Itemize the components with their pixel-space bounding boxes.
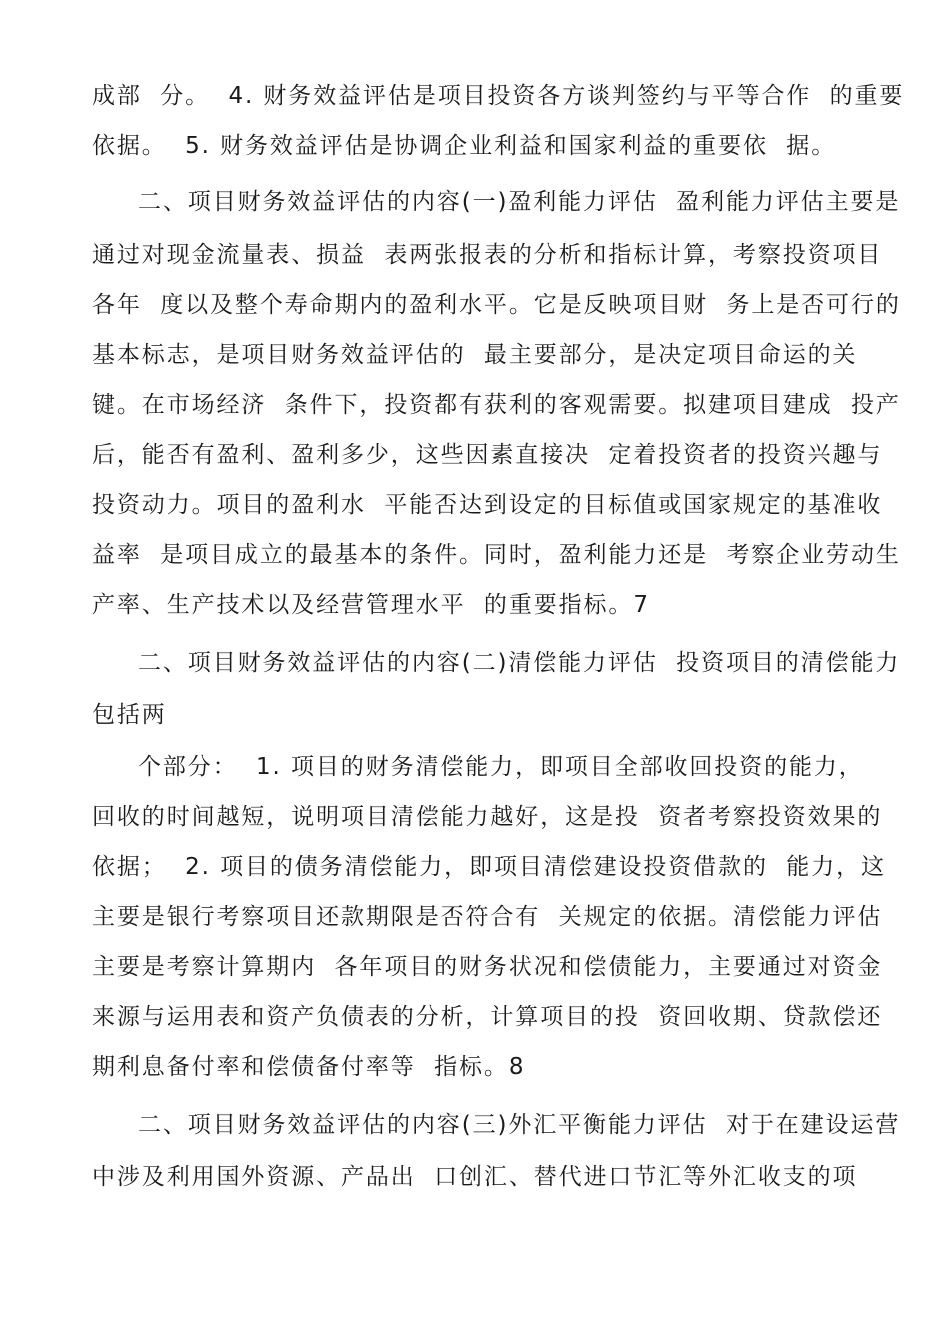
text-line-16: 依据； 2. 项目的债务清偿能力，即项目清偿建设投资借款的 能力，这: [92, 854, 886, 880]
text-line-4: 通过对现金流量表、损益 表两张报表的分析和指标计算，考察投资项目: [92, 242, 883, 268]
text-line-22: 中涉及利用国外资源、产品出 口创汇、替代进口节汇等外汇收支的项: [92, 1164, 858, 1190]
text-line-19: 来源与运用表和资产负债表的分析，计算项目的投 资回收期、贷款偿还: [92, 1004, 883, 1030]
text-line-11: 产率、生产技术以及经营管理水平 的重要指标。7: [92, 592, 650, 618]
text-line-18: 主要是考察计算期内 各年项目的财务状况和偿债能力，主要通过对资金: [92, 954, 883, 980]
text-line-15: 回收的时间越短，说明项目清偿能力越好，这是投 资者考察投资效果的: [92, 804, 883, 830]
text-line-3: 二、项目财务效益评估的内容(一)盈利能力评估 盈利能力评估主要是: [138, 189, 901, 215]
text-line-14: 个部分： 1. 项目的财务清偿能力，即项目全部收回投资的能力，: [138, 754, 864, 780]
text-line-2: 依据。 5. 财务效益评估是协调企业利益和国家利益的重要依 据。: [92, 133, 837, 159]
text-line-17: 主要是银行考察项目还款期限是否符合有 关规定的依据。清偿能力评估: [92, 904, 883, 930]
text-line-20: 期利息备付率和偿债备付率等 指标。8: [92, 1054, 526, 1080]
text-line-5: 各年 度以及整个寿命期内的盈利水平。它是反映项目财 务上是否可行的: [92, 292, 901, 318]
text-line-7: 键。在市场经济 条件下，投资都有获利的客观需要。拟建项目建成 投产: [92, 392, 901, 418]
text-line-10: 益率 是项目成立的最基本的条件。同时，盈利能力还是 考察企业劳动生: [92, 542, 901, 568]
text-line-21: 二、项目财务效益评估的内容(三)外汇平衡能力评估 对于在建设运营: [138, 1112, 901, 1138]
text-line-8: 后，能否有盈利、盈利多少，这些因素直接决 定着投资者的投资兴趣与: [92, 442, 883, 468]
text-line-6: 基本标志，是项目财务效益评估的 最主要部分，是决定项目命运的关: [92, 342, 858, 368]
text-line-1: 成部 分。 4. 财务效益评估是项目投资各方谈判签约与平等合作 的重要: [92, 83, 905, 109]
text-line-13: 包括两: [92, 702, 167, 728]
text-line-12: 二、项目财务效益评估的内容(二)清偿能力评估 投资项目的清偿能力: [138, 650, 901, 676]
text-line-9: 投资动力。项目的盈利水 平能否达到设定的目标值或国家规定的基准收: [92, 492, 883, 518]
